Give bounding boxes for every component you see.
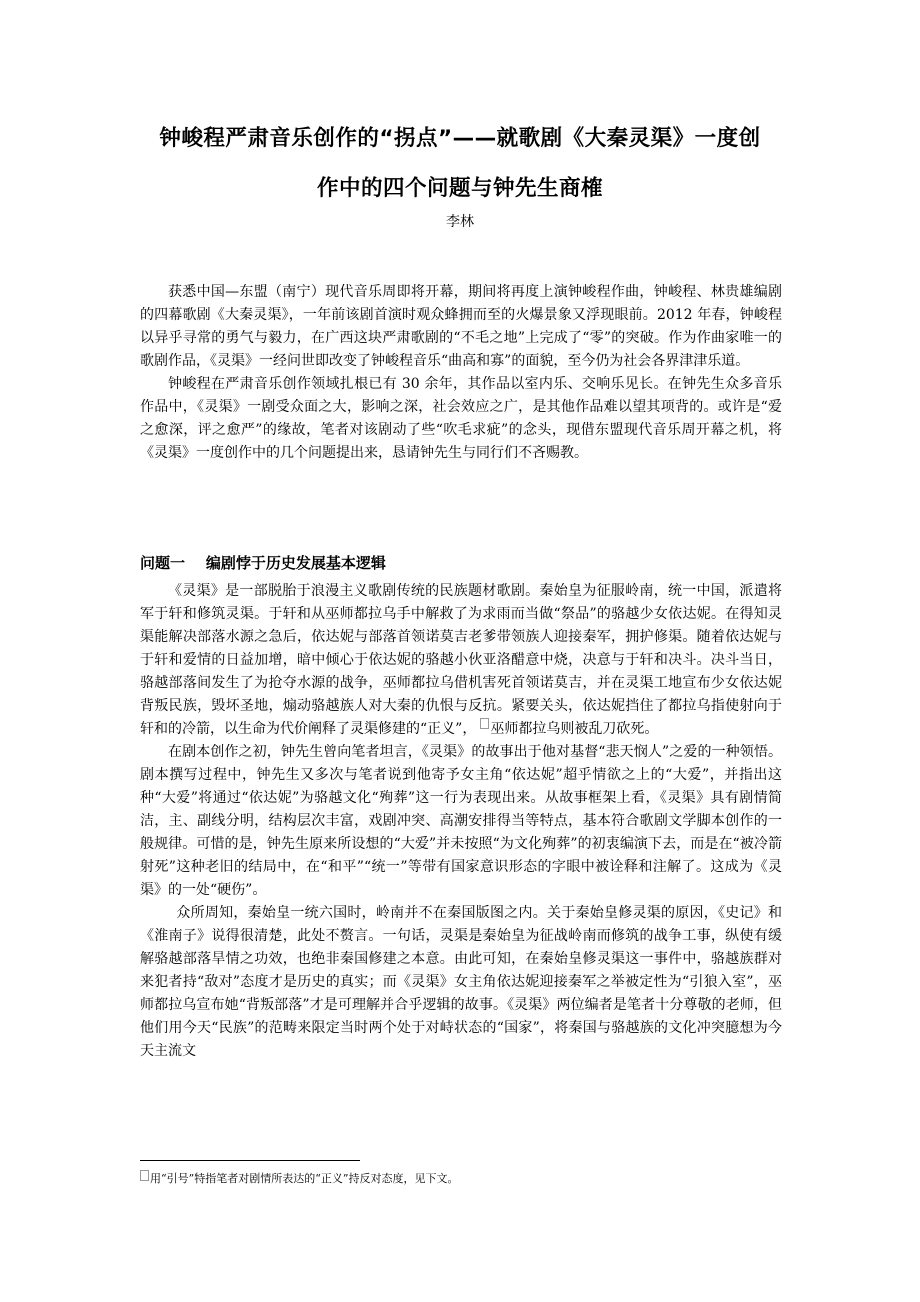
- intro-paragraph-1: 获悉中国—东盟（南宁）现代音乐周即将开幕，期间将再度上演钟峻程作曲，钟峻程、林贵雄编剧的四幕歌剧《大秦灵渠》，一年前该剧首演时观众蜂拥而至的火爆景象又浮现眼前。2012 年春，钟峻程以异乎寻常的勇气与毅力，在广西这块严肃歌剧的“不毛之地”上完成了“零”的突破。作为作曲家唯一的歌剧作品，《灵渠》一经问世即改变了钟峻程音乐“曲高和寡”的面貌，至今仍为社会各界津津乐道。: [140, 284, 782, 369]
- section1-paragraph-2: 在剧本创作之初，钟先生曾向笔者坦言，《灵渠》的故事出于他对基督“悲天悯人”之爱的一种领悟。剧本撰写过程中，钟先生又多次与笔者说到他寄予女主角“依达妮”超乎情欲之上的“大爱”，并指出这种“大爱”将通过“依达妮”为骆越文化“殉葬”这一行为表现出来。从故事框架上看，《灵渠》具有剧情简洁，主、副线分明，结构层次丰富，戏剧冲突、高潮安排得当等特点，基本符合歌剧文学脚本创作的一般规律。可惜的是，钟先生原来所设想的“大爱”并未按照“为文化殉葬”的初衷编演下去，而是在“被冷箭射死”这种老旧的结局中，在“和平”“统一”等带有国家意识形态的字眼中被诠释和注解了。这成为《灵渠》的一处“硬伤”。: [140, 744, 782, 898]
- footnote-text: 用“引号”特指笔者对剧情所表达的“正义”持反对态度，见下文。: [150, 1172, 459, 1185]
- paragraph-text-continued: 巫师都拉乌则被乱刀砍死。: [490, 721, 659, 737]
- title-line-2: 作中的四个问题与钟先生商榷: [316, 176, 603, 201]
- intro-section: [140, 281, 782, 465]
- footnote-divider: [140, 1160, 360, 1161]
- paragraph-text: 《灵渠》是一部脱胎于浪漫主义歌剧传统的民族题材歌剧。秦始皇为征服岭南，统一中国，派遣将军于轩和修筑灵渠。于轩和从巫师都拉乌手中解救了为求雨而当做“祭品”的骆越少女依达妮。在得知灵渠能解决部落水源之急后，依达妮与部落首领诺莫吉老爹带领族人迎接秦军，拥护修渠。随着依达妮与于轩和爱情的日益加增，暗中倾心于依达妮的骆越小伙亚洛醋意中烧，决意与于轩和决斗。决斗当日，骆越部落间发生了为抢夺水源的战争，巫师都拉乌借机害死首领诺莫吉，并在灵渠工地宣布少女依达妮背叛民族，毁坏圣地，煽动骆越族人对大秦的仇恨与反抗。紧要关头，依达妮挡住了都拉乌指使射向于轩和的冷箭，以生命为代价阐释了灵渠修建的“正义”，: [140, 583, 782, 737]
- title-line-1: 钟峻程严肃音乐创作的“拐点”——就歌剧《大秦灵渠》一度创: [159, 126, 761, 151]
- footnote-marker-icon: [140, 1170, 149, 1181]
- section1-paragraph-1: [140, 580, 782, 741]
- footnote-marker-icon[interactable]: [480, 718, 489, 729]
- section1-body: [140, 580, 782, 1063]
- author-name: 李林: [446, 214, 474, 230]
- section1-paragraph-3: 众所周知，秦始皇一统六国时，岭南并不在秦国版图之内。关于秦始皇修灵渠的原因，《史记》和《淮南子》说得很清楚，此处不赘言。一句话，灵渠是秦始皇为征战岭南而修筑的战争工事，纵使有缓解骆越部落旱情之功效，也绝非秦国修建之本意。由此可知，在秦始皇修灵渠这一事件中，骆越族群对来犯者持“敌对”态度才是历史的真实；而《灵渠》女主角依达妮迎接秦军之举被定性为“引狼入室”，巫师都拉乌宣布她“背叛部落”才是可理解并合乎逻辑的故事。《灵渠》两位编者是笔者十分尊敬的老师，但他们用今天“民族”的范畴来限定当时两个处于对峙状态的“国家”，将秦国与骆越族的文化冲突臆想为今天主流文: [140, 905, 782, 1059]
- footnote: [140, 1170, 459, 1186]
- section-heading: 问题一 编剧悖于历史发展基本逻辑: [140, 554, 386, 572]
- intro-paragraph-2: 钟峻程在严肃音乐创作领域扎根已有 30 余年，其作品以室内乐、交响乐见长。在钟先生众多音乐作品中，《灵渠》一剧受众面之大，影响之深，社会效应之广，是其他作品难以望其项背的。或许是“爱之愈深，评之愈严”的缘故，笔者对该剧动了些“吹毛求疵”的念头，现借东盟现代音乐周开幕之机，将《灵渠》一度创作中的几个问题提出来，恳请钟先生与同行们不吝赐教。: [140, 376, 782, 461]
